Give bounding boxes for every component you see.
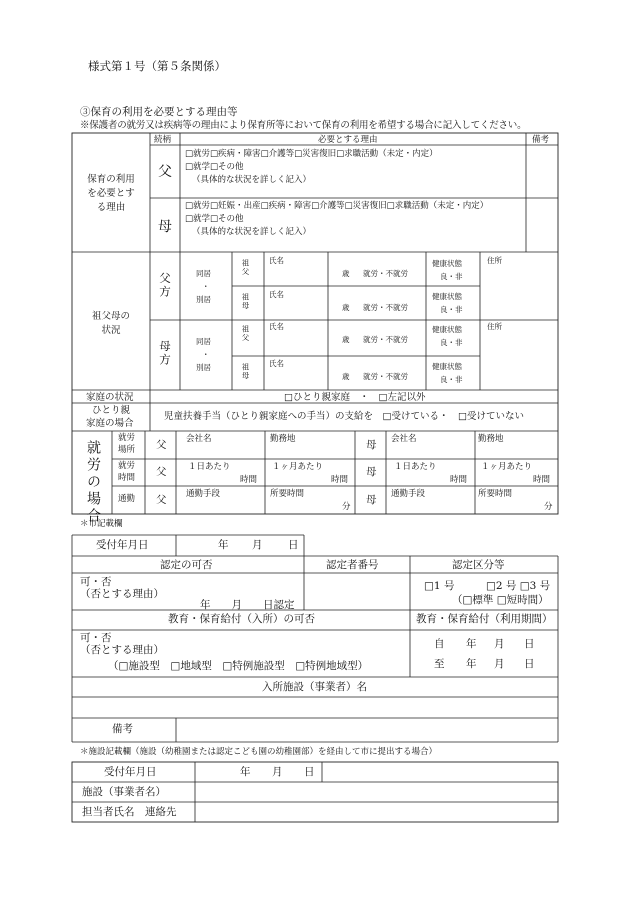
father-workplace[interactable]: 勤務地 <box>270 434 296 444</box>
grandparents-label: 祖父母の 状況 <box>91 311 130 336</box>
ms-grandfather-label: 祖父 <box>241 325 250 342</box>
mother-commute-time[interactable]: 所要時間 <box>478 489 513 499</box>
cert-ok-ng[interactable]: 可・否 <box>80 576 112 588</box>
city-received-day[interactable]: 日 <box>288 539 299 551</box>
fs-grandmother-work[interactable]: 就労・不就労 <box>363 303 408 312</box>
ms-address[interactable]: 住所 <box>487 322 502 331</box>
family-options[interactable]: □ひとり親家庭 ・ □左記以外 <box>284 392 426 403</box>
father-commute-min: 分 <box>342 502 351 512</box>
fs-grandfather-work[interactable]: 就労・不就労 <box>363 269 408 278</box>
emp-mother-1: 母 <box>366 439 377 451</box>
family-label: 家庭の状況 <box>86 392 134 403</box>
mother-workplace[interactable]: 勤務地 <box>478 434 504 444</box>
period-to-day[interactable]: 日 <box>524 658 535 670</box>
single-parent-allowance[interactable]: 児童扶養手当（ひとり親家庭への手当）の支給を □受けている・ □受けていない <box>164 411 524 422</box>
section-title: ③保育の利用を必要とする理由等 <box>80 106 238 118</box>
mother-reason-detail[interactable]: （具体的な状況を詳しく記入） <box>192 227 312 237</box>
col-remarks: 備考 <box>532 135 550 145</box>
emp-mother-2: 母 <box>366 466 377 478</box>
father-commute-means[interactable]: 通勤手段 <box>186 489 221 499</box>
single-parent-label-1: ひとり親 <box>92 405 131 416</box>
father-day-hours: 時間 <box>240 475 258 485</box>
mother-side-cohabit[interactable]: 同居 <box>196 337 211 346</box>
father-reason-other[interactable]: □就学□その他 <box>185 162 244 172</box>
father-per-day[interactable]: １日あたり <box>188 462 231 472</box>
ms-grandfather-name[interactable]: 氏名 <box>269 322 284 331</box>
fs-grandmother-health-opt[interactable]: 良・非 <box>440 305 463 314</box>
facility-name-header: 入所施設（事業者）名 <box>262 681 367 693</box>
father-per-month[interactable]: １ヶ月あたり <box>272 462 324 472</box>
mother-day-hours: 時間 <box>450 475 468 485</box>
form-number: 様式第１号（第５条関係） <box>88 59 226 73</box>
cert-reason-ng[interactable]: （否とする理由） <box>80 588 164 600</box>
fs-grandfather-health-opt[interactable]: 良・非 <box>440 272 463 281</box>
ms-grandmother-label: 祖母 <box>241 363 250 380</box>
father-side-separate[interactable]: 別居 <box>196 295 211 304</box>
fs-grandmother-health: 健康状態 <box>432 292 462 301</box>
col-reason: 必要とする理由 <box>318 135 378 145</box>
ms-grandmother-health: 健康状態 <box>432 362 462 371</box>
place-label-1: 就労 <box>118 433 136 443</box>
cert-approval-header: 認定の可否 <box>160 559 213 571</box>
hours-label-2: 時間 <box>118 473 136 483</box>
facility-received-month[interactable]: 月 <box>272 766 283 778</box>
father-side-cohabit-dot: ・ <box>202 282 210 291</box>
fs-grandfather-health: 健康状態 <box>432 259 462 268</box>
facility-business-name: 施設（事業者名） <box>82 786 166 798</box>
single-parent-label-2: 家庭の場合 <box>86 418 134 429</box>
benefit-period-header: 教育・保育給付（利用期間） <box>416 613 553 625</box>
ms-grandfather-age[interactable]: 歳 <box>342 335 350 344</box>
facility-contact: 担当者氏名 連絡先 <box>82 806 177 818</box>
ms-grandmother-health-opt[interactable]: 良・非 <box>440 375 463 384</box>
remarks-field[interactable] <box>177 719 557 741</box>
ms-grandmother-name[interactable]: 氏名 <box>269 359 284 368</box>
fs-grandmother-label: 祖母 <box>241 293 250 310</box>
benefit-reason-ng[interactable]: （否とする理由） <box>80 644 164 656</box>
father-commute-time[interactable]: 所要時間 <box>270 489 305 499</box>
fs-grandfather-age[interactable]: 歳 <box>342 269 350 278</box>
col-relation: 続柄 <box>154 135 172 145</box>
fs-grandfather-label: 祖父 <box>241 259 250 276</box>
father-label: 父 <box>158 164 172 180</box>
mother-commute-min: 分 <box>544 502 553 512</box>
ms-grandfather-health-opt[interactable]: 良・非 <box>440 338 463 347</box>
facility-name-field[interactable] <box>73 698 557 717</box>
commute-label: 通勤 <box>118 494 136 504</box>
cert-date[interactable]: 年 月 日認定 <box>200 599 295 611</box>
period-to: 至 <box>434 658 445 670</box>
father-side-cohabit[interactable]: 同居 <box>196 269 211 278</box>
mother-per-day[interactable]: １日あたり <box>394 462 437 472</box>
emp-mother-3: 母 <box>366 494 377 506</box>
cert-number-field[interactable] <box>305 574 409 609</box>
mother-reason-options[interactable]: □就労□妊娠・出産□疾病・障害□介護等□災害復旧□求職活動（未定・内定） <box>185 201 489 211</box>
benefit-ok-ng[interactable]: 可・否 <box>80 632 112 644</box>
city-received-label: 受付年月日 <box>96 539 149 551</box>
facility-section-label: ＊施設記載欄（施設（幼稚園または認定こども園の幼稚園部）を経由して市に提出する場合） <box>80 747 438 757</box>
cert-category-options[interactable]: □1 号 □2 号 □3 号 <box>424 580 551 592</box>
ms-grandfather-health: 健康状態 <box>432 325 462 334</box>
period-from: 自 <box>434 638 445 650</box>
city-received-year[interactable]: 年 <box>218 539 229 551</box>
section-note: ※保護者の就労又は疾病等の理由により保育所等において保育の利用を希望する場合に記入してください。 <box>80 120 527 131</box>
cert-category-header: 認定区分等 <box>452 559 505 571</box>
mother-commute-means[interactable]: 通勤手段 <box>391 489 426 499</box>
facility-received-day[interactable]: 日 <box>304 766 315 778</box>
fs-grandfather-name[interactable]: 氏名 <box>269 256 284 265</box>
benefit-approval-header: 教育・保育給付（入所）の可否 <box>168 613 315 625</box>
period-from-day[interactable]: 日 <box>524 638 535 650</box>
ms-grandmother-age[interactable]: 歳 <box>342 372 350 381</box>
ms-grandfather-work[interactable]: 就労・不就労 <box>363 335 408 344</box>
period-to-year[interactable]: 年 <box>466 658 477 670</box>
emp-father-1: 父 <box>156 439 167 451</box>
period-to-month[interactable]: 月 <box>494 658 505 670</box>
city-received-month[interactable]: 月 <box>252 539 263 551</box>
emp-father-3: 父 <box>156 494 167 506</box>
employment-label: 就労の場合 <box>85 440 101 525</box>
cert-category-time[interactable]: （□標準 □短時間） <box>452 594 549 606</box>
facility-types[interactable]: （□施設型 □地域型 □特例施設型 □特例地域型） <box>108 660 369 672</box>
mother-month-hours: 時間 <box>533 475 551 485</box>
fs-grandmother-name[interactable]: 氏名 <box>269 290 284 299</box>
facility-contact-field[interactable] <box>196 803 557 821</box>
place-label-2: 場所 <box>118 445 136 455</box>
facility-received-label: 受付年月日 <box>104 766 157 778</box>
mother-label: 母 <box>158 219 172 235</box>
father-month-hours: 時間 <box>331 475 349 485</box>
period-from-month[interactable]: 月 <box>494 638 505 650</box>
facility-received-year[interactable]: 年 <box>240 766 251 778</box>
father-side-label: 父方 <box>158 272 172 299</box>
mother-company[interactable]: 会社名 <box>391 434 417 444</box>
city-section-label: ＊市記載欄 <box>80 519 123 529</box>
father-company[interactable]: 会社名 <box>186 434 212 444</box>
emp-father-2: 父 <box>156 466 167 478</box>
reason-row-label: 保育の利用 を必要とす る理由 <box>87 174 135 213</box>
father-reason-detail[interactable]: （具体的な状況を詳しく記入） <box>192 175 312 185</box>
facility-business-field[interactable] <box>196 783 557 801</box>
period-from-year[interactable]: 年 <box>466 638 477 650</box>
cert-number-header: 認定者番号 <box>326 559 379 571</box>
fs-address[interactable]: 住所 <box>487 256 502 265</box>
father-reason-options[interactable]: □就労□疾病・障害□介護等□災害復旧□求職活動（未定・内定） <box>185 149 438 159</box>
mother-per-month[interactable]: １ヶ月あたり <box>481 462 533 472</box>
mother-side-separate[interactable]: 別居 <box>196 363 211 372</box>
hours-label-1: 就労 <box>118 461 136 471</box>
mother-reason-other[interactable]: □就学□その他 <box>185 214 244 224</box>
fs-grandmother-age[interactable]: 歳 <box>342 303 350 312</box>
remarks-label: 備考 <box>112 723 133 735</box>
mother-side-cohabit-dot: ・ <box>202 350 210 359</box>
ms-grandmother-work[interactable]: 就労・不就労 <box>363 372 408 381</box>
mother-side-label: 母方 <box>158 340 172 367</box>
